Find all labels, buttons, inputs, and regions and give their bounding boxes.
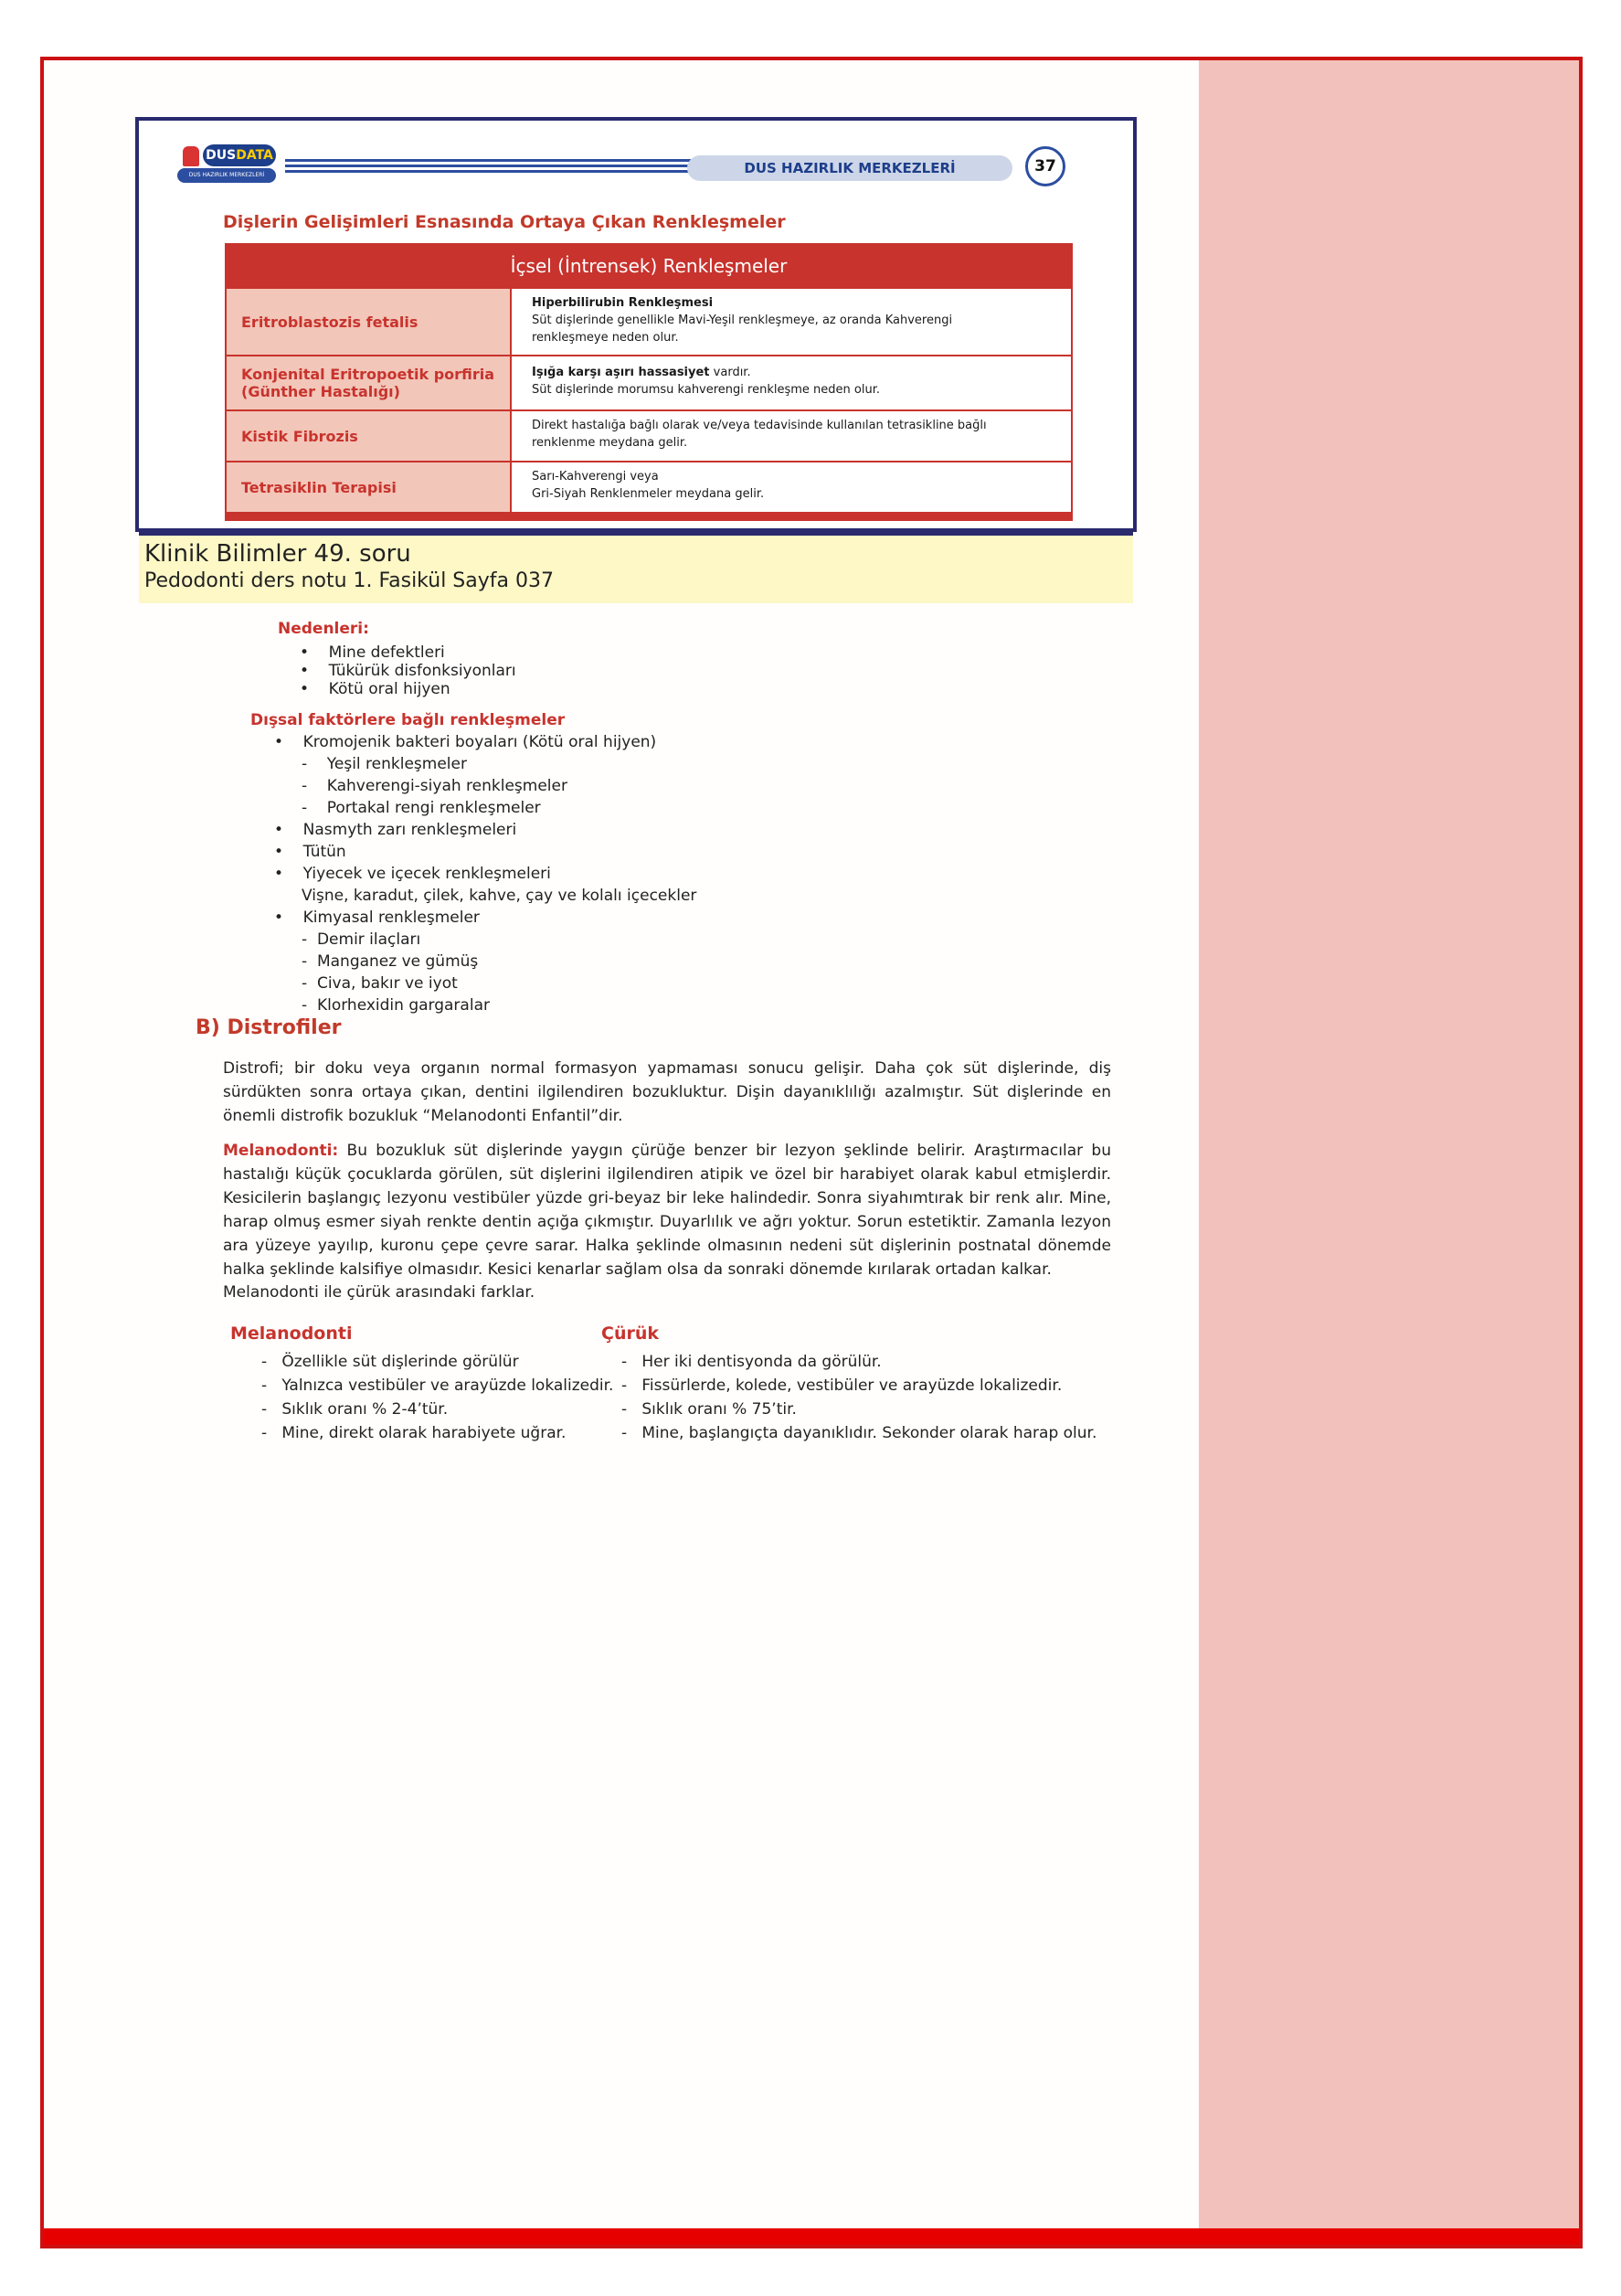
list-item: - Portakal rengi renkleşmeler: [302, 799, 541, 817]
list-item: • Yiyecek ve içecek renkleşmeleri: [274, 865, 551, 883]
list-item: Vişne, karadut, çilek, kahve, çay ve kolalı içecekler: [302, 887, 697, 905]
document-page: [44, 60, 1199, 2228]
renklesmeler-table: [225, 243, 1073, 521]
list-item: • Kimyasal renkleşmeler: [274, 909, 480, 927]
distrofiler-heading: B) Distrofiler: [196, 1016, 342, 1039]
list-item: • Kromojenik bakteri boyaları (Kötü oral hijyen): [274, 733, 657, 751]
list-item: - Özellikle süt dişlerinde görülür: [261, 1353, 519, 1371]
melanodonti-heading: Melanodonti: [230, 1323, 353, 1344]
curuk-heading: Çürük: [601, 1323, 660, 1344]
bottom-bar: [44, 2228, 1579, 2245]
page-frame: [40, 57, 1583, 2248]
melanodonti-paragraph: Melanodonti: Bu bozukluk süt dişlerinde yaygın çürüğe benzer bir lezyon şeklinde belirir. Araştırmacılar bu hastalığı küçük çocuklarda görülen, süt dişlerini ilgilendiren atipik ve özel bir harabiyet olarak kabul etmişlerdir. Kesicilerin başlangıç lezyonu vestibüler yüzde gri-beyaz bir leke halindedir. Sonra siyahımtırak bir renk alır. Mine, harap olmuş esmer siyah renkte dentin açığa çıkmıştır. Duyarlılık ve ağrı yoktur. Sorun estetiktir. Zamanla lezyon ara yüzeye yayılıp, kuronu çepe çevre sarar. Halka şeklinde olmasının nedeni süt dişlerinin postnatal dönemde halka şeklinde kalsifiye olmasıdır. Kesici kenarlar sağlam olsa da sonraki dönemde kırılarak ortadan kalkar.: [223, 1142, 1111, 1279]
nedenleri-heading: Nedenleri:: [278, 620, 369, 638]
table-row: Eritroblastozis fetalis Hiperbilirubin Renkleşmesi Süt dişlerinde genellikle Mavi-Yeşil renkleşmeye, az oranda Kahverengi renkleşmeye neden olur.: [225, 289, 1073, 356]
table-row: Konjenital Eritropoetik porfiria (Günther Hastalığı) Işığa karşı aşırı hassasiyet vardır. Süt dişlerinde morumsu kahverengi renkleşme neden olur.: [225, 356, 1073, 411]
caption-question: Klinik Bilimler 49. soru: [144, 540, 411, 568]
list-item: - Mine, başlangıçta dayanıklıdır. Sekonder olarak harap olur.: [621, 1424, 1097, 1442]
list-item: - Yeşil renkleşmeler: [302, 755, 467, 773]
table-row: Kistik Fibrozis Direkt hastalığa bağlı olarak ve/veya tedavisinde kullanılan tetrasikline bağlı renklenme meydana gelir.: [225, 411, 1073, 462]
list-item: - Klorhexidin gargaralar: [302, 996, 490, 1015]
list-item: • Tükürük disfonksiyonları: [300, 662, 516, 680]
side-panel: [1199, 60, 1583, 2245]
dusdata-logo: DUSDATA DUS HAZIRLIK MERKEZLERİ: [177, 143, 278, 185]
page-number: 37: [1025, 146, 1065, 186]
question-caption: [139, 532, 1133, 603]
table-row: Tetrasiklin Terapisi Sarı-Kahverengi veya Gri-Siyah Renklenmeler meydana gelir.: [225, 462, 1073, 514]
list-item: - Kahverengi-siyah renkleşmeler: [302, 777, 567, 795]
comparison-intro: Melanodonti ile çürük arasındaki farklar.: [223, 1283, 535, 1302]
list-item: - Mine, direkt olarak harabiyete uğrar.: [261, 1424, 567, 1442]
list-item: • Nasmyth zarı renkleşmeleri: [274, 821, 517, 839]
list-item: - Sıklık oranı % 75’tir.: [621, 1400, 797, 1419]
question-snippet: [135, 117, 1137, 592]
list-item: - Sıklık oranı % 2-4’tür.: [261, 1400, 449, 1419]
distrofi-paragraph: Distrofi; bir doku veya organın normal formasyon yapmaması sonucu gelişir. Daha çok süt dişlerinde, diş sürdükten sonra ortaya çıkan, dentini ilgilendiren bozukluktur. Dişin dayanıklılığı azalmıştır. Süt dişlerinde en önemli distrofik bozukluk “Melanodonti Enfantil”dir.: [223, 1059, 1111, 1125]
header-title: DUS HAZIRLIK MERKEZLERİ: [687, 155, 1012, 181]
list-item: - Fissürlerde, kolede, vestibüler ve arayüzde lokalizedir.: [621, 1377, 1063, 1395]
list-item: - Her iki dentisyonda da görülür.: [621, 1353, 882, 1371]
list-item: • Kötü oral hijyen: [300, 680, 450, 698]
list-item: - Demir ilaçları: [302, 930, 421, 949]
caption-source: Pedodonti ders notu 1. Fasikül Sayfa 037: [144, 569, 554, 592]
list-item: - Civa, bakır ve iyot: [302, 974, 458, 993]
dissal-heading: Dışsal faktörlere bağlı renkleşmeler: [250, 711, 566, 729]
section-title: Dişlerin Gelişimleri Esnasında Ortaya Çıkan Renkleşmeler: [223, 212, 786, 232]
tooth-icon: [183, 146, 199, 166]
table-heading: İçsel (İntrensek) Renkleşmeler: [225, 243, 1073, 289]
list-item: • Mine defektleri: [300, 643, 445, 662]
list-item: • Tütün: [274, 843, 346, 861]
list-item: - Yalnızca vestibüler ve arayüzde lokalizedir.: [261, 1377, 614, 1395]
list-item: - Manganez ve gümüş: [302, 952, 479, 971]
